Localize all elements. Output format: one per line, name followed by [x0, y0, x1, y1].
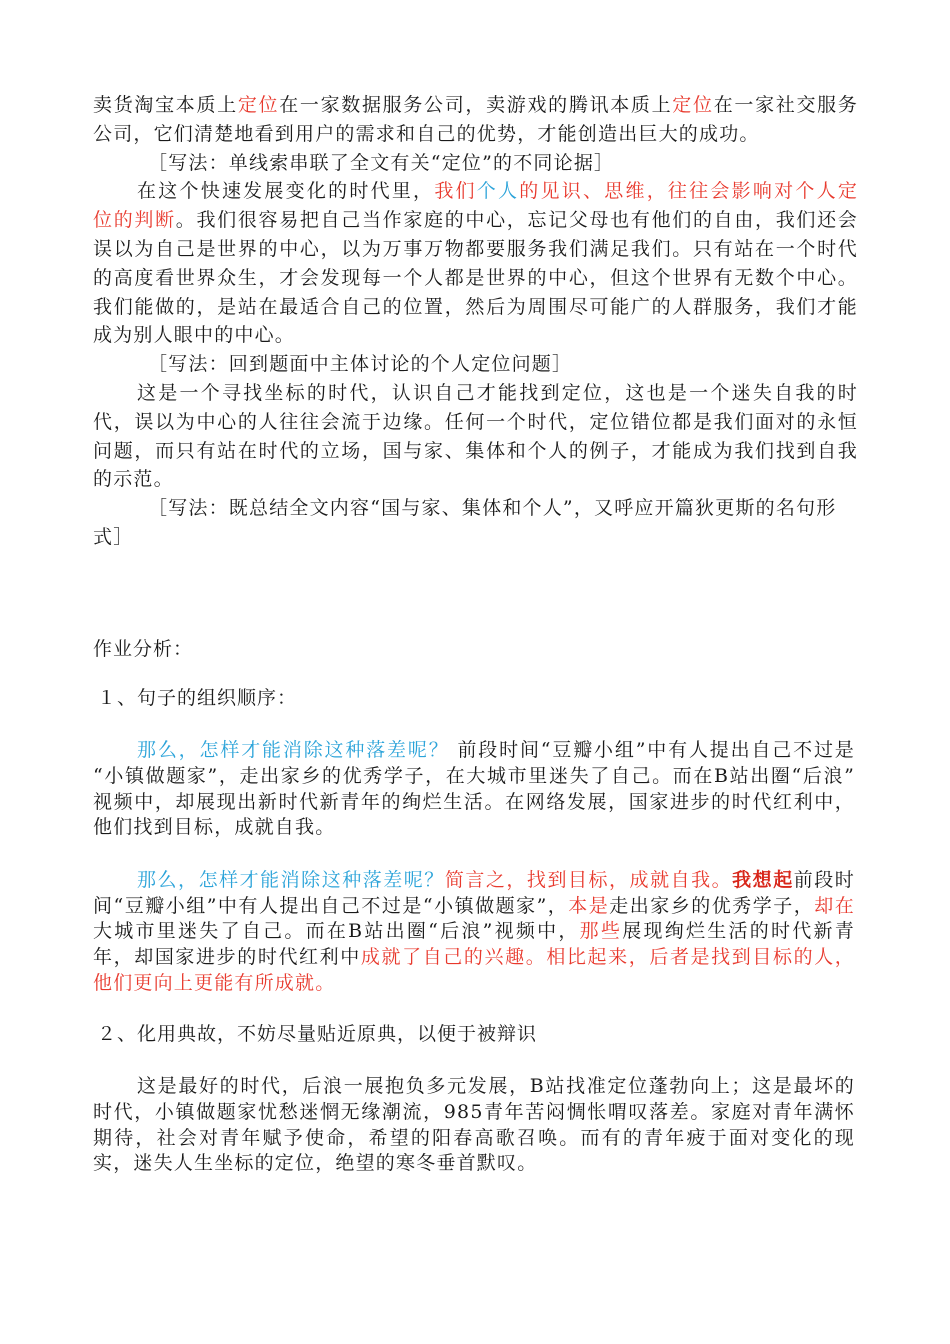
text-line — [93, 494, 858, 523]
text-line — [93, 790, 855, 816]
text-run: 的示范。 — [93, 468, 174, 491]
text-run: 式］ — [93, 525, 134, 548]
text-line — [93, 1126, 855, 1152]
homework-analysis — [93, 637, 855, 1177]
text-run: 前段时间“豆瓣小组”中有人提出自己不过是 — [449, 739, 855, 762]
text-run: 这是一个寻找坐标的时代，认识自己才能找到定位，这也是一个迷失自我的时 — [137, 381, 858, 404]
highlight-blue-text: 那么，怎样才能消除这种落差呢？ — [137, 739, 450, 762]
text-run: 实，迷失人生坐标的定位，绝望的寒冬垂首默叹。 — [93, 1152, 538, 1175]
text-line — [93, 971, 855, 997]
writing-note-single-clue — [93, 149, 858, 178]
highlight-red-text: 简言之，找到目标，成就自我。 — [444, 868, 733, 891]
text-run: ［写法：回到题面中主体讨论的个人定位问题］ — [148, 353, 573, 376]
text-line — [93, 437, 858, 466]
text-line — [93, 321, 858, 350]
text-line — [93, 1151, 855, 1177]
text-line — [93, 149, 858, 178]
paragraph-personal-positioning — [93, 177, 858, 350]
paragraph-original-version — [93, 738, 855, 841]
text-line — [93, 815, 855, 841]
text-line — [93, 919, 855, 945]
text-line — [93, 764, 855, 790]
highlight-red-strong-text: 我想起 — [732, 868, 794, 891]
text-line — [93, 177, 858, 206]
text-run: 时代，小镇做题家忧愁迷惘无缘潮流，985青年苦闷惆怅喟叹落差。家庭对青年满怀 — [93, 1100, 855, 1123]
highlight-red-text: 那些 — [579, 920, 623, 943]
text-run: 展现绚烂生活的时代新青 — [622, 920, 855, 943]
highlight-red-text: 的见识、思维，往往会影响对个人定 — [519, 180, 859, 203]
text-run: 成为别人眼中的中心。 — [93, 324, 296, 347]
analysis-title: 作业分析： — [93, 637, 194, 660]
text-run: 在一家数据服务公司，卖游戏的腾讯本质上 — [279, 94, 673, 116]
text-run: “小镇做题家”，走出家乡的优秀学子，在大城市里迷失了自己。而在B站出圈“后浪” — [93, 764, 855, 787]
text-run: 年，却国家进步的时代红利中 — [93, 946, 361, 969]
highlight-red-text: 却在 — [814, 894, 855, 917]
text-run: 我们能做的，是站在最适合自己的位置，然后为周围尽可能广的人群服务，我们才能 — [93, 295, 858, 318]
text-line — [93, 868, 855, 894]
text-run: 前段时 — [793, 868, 855, 891]
highlight-red-text: 定位 — [237, 94, 280, 116]
paragraph-positioning-examples — [93, 91, 858, 149]
text-run: 卖货淘宝本质上 — [93, 94, 238, 116]
highlight-blue-text: 个人 — [476, 180, 520, 203]
text-line — [93, 408, 858, 437]
text-line — [93, 293, 858, 322]
text-line — [93, 523, 858, 552]
text-run: 走出家乡的优秀学子， — [609, 894, 815, 917]
highlight-blue-text: 那么，怎样才能消除这种落差呢？ — [137, 868, 445, 891]
text-run: 。我们很容易把自己当作家庭的中心，忘记父母也有他们的自由，我们还会 — [175, 209, 858, 232]
paragraph-allusion-example — [93, 1074, 855, 1177]
text-run: 公司，它们清楚地看到用户的需求和自己的优势，才能创造出巨大的成功。 — [93, 122, 760, 145]
text-line — [93, 1100, 855, 1126]
highlight-red-text: 本是 — [568, 894, 610, 917]
writing-note-summary — [93, 494, 858, 552]
text-run: 在一家社交服务 — [713, 94, 859, 116]
text-run: 间“豆瓣小组”中有人提出自己不过是“小镇做题家”， — [93, 894, 569, 917]
text-run: ［写法：单线索串联了全文有关“定位”的不同论据］ — [148, 151, 615, 174]
text-line — [93, 264, 858, 293]
text-run: 代，误以为中心的人往往会流于边缘。任何一个时代，定位错位都是我们面对的永恒 — [93, 410, 858, 433]
paragraph-conclusion — [93, 379, 858, 494]
essay-excerpt — [93, 91, 858, 552]
highlight-red-text: 位的判断 — [93, 209, 176, 232]
text-run: 视频中，却展现出新时代新青年的绚烂生活。在网络发展，国家进步的时代红利中， — [93, 790, 855, 813]
text-line — [93, 945, 855, 971]
text-line — [93, 206, 858, 235]
text-run: 他们找到目标，成就自我。 — [93, 816, 336, 839]
highlight-red-text: 定位 — [672, 94, 714, 116]
text-run: 问题，而只有站在时代的立场，国与家、集体和个人的例子，才能成为我们找到自我 — [93, 439, 858, 462]
text-run: 大城市里迷失了自己。而在B站出圈“后浪”视频中， — [93, 920, 580, 943]
text-line — [93, 738, 855, 764]
document-page — [93, 91, 858, 1177]
text-line — [93, 120, 858, 149]
text-run: 误以为自己是世界的中心，以为万事万物都要服务我们满足我们。只有站在一个时代 — [93, 237, 858, 260]
text-run: 这是最好的时代，后浪一展抱负多元发展，B站找准定位蓬勃向上；这是最坏的 — [137, 1075, 855, 1098]
text-line — [93, 91, 858, 120]
text-run: 在这个快速发展变化的时代里， — [137, 180, 435, 203]
section-heading-allusion: ２、化用典故，不妨尽量贴近原典，以便于被辩识 — [97, 1023, 538, 1046]
highlight-red-text: 我们 — [434, 180, 477, 203]
text-line — [93, 379, 858, 408]
writing-note-return-to-topic — [93, 350, 858, 379]
text-line — [93, 235, 858, 264]
text-run: 期待，社会对青年赋予使命，希望的阳春高歌召唤。而有的青年疲于面对变化的现 — [93, 1126, 855, 1149]
paragraph-revised-version — [93, 868, 855, 997]
highlight-red-text: 成就了自己的兴趣。相比起来，后者是找到目标的人， — [360, 946, 855, 969]
section-heading-sentence-order: １、句子的组织顺序： — [97, 687, 298, 710]
text-run: ［写法：既总结全文内容“国与家、集体和个人”，又呼应开篇狄更斯的名句形 — [148, 497, 837, 520]
text-run: 的高度看世界众生，才会发现每一个人都是世界的中心，但这个世界有无数个中心。 — [93, 266, 858, 289]
text-line — [93, 1074, 855, 1100]
text-line — [93, 465, 858, 494]
text-line — [93, 894, 855, 920]
highlight-red-text: 他们更向上更能有所成就。 — [93, 971, 336, 994]
text-line — [93, 350, 858, 379]
